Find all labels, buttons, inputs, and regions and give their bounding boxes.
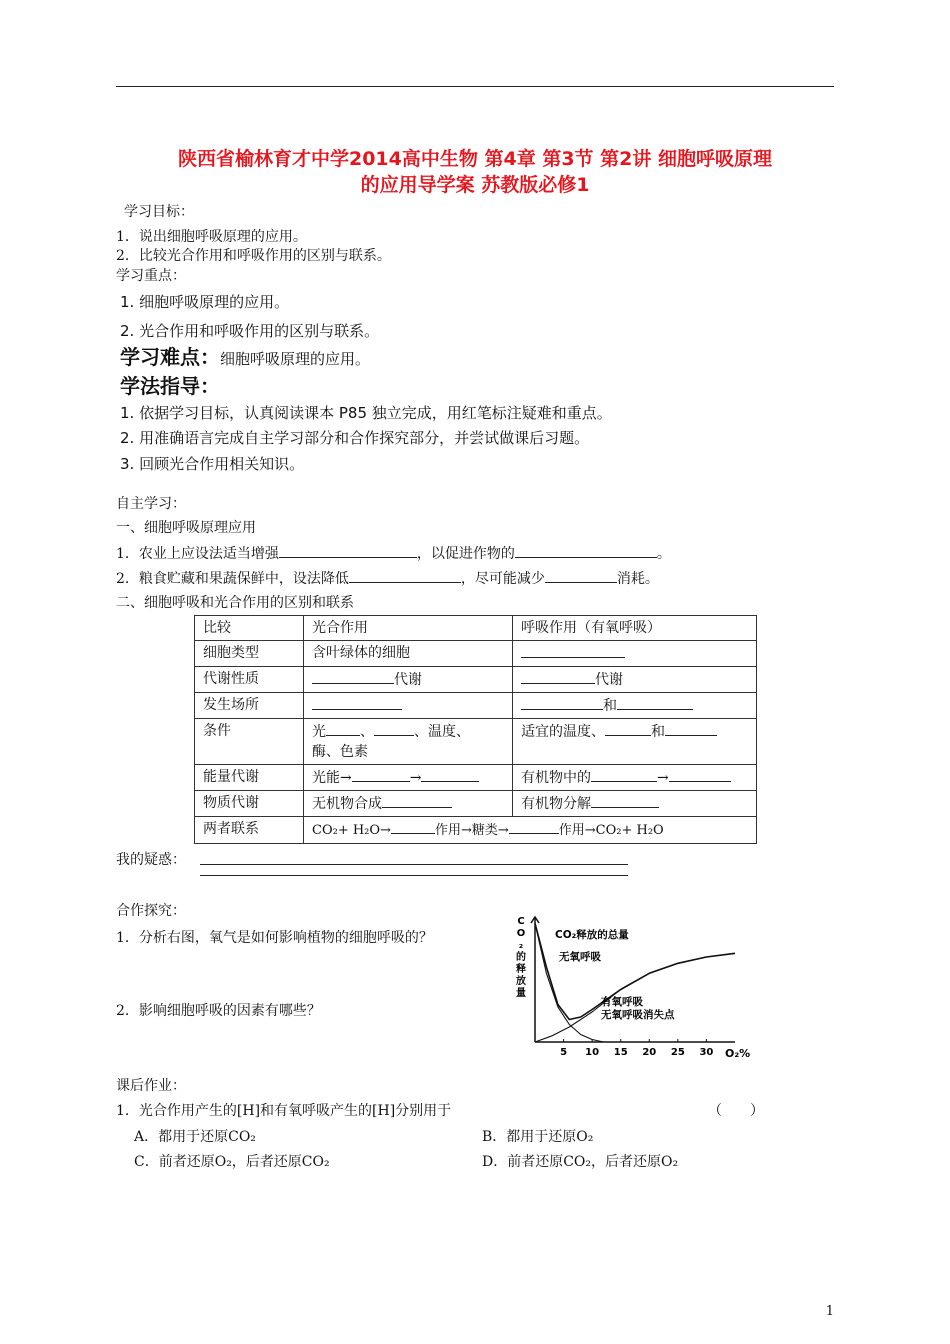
resp-matter: [513, 791, 757, 817]
doubts-label: 我的疑惑：: [116, 852, 186, 868]
row-label: 细胞类型: [195, 641, 304, 667]
relation-text-b: 作用→糖类→: [434, 823, 509, 838]
relation-text-a: CO₂+ H₂O→: [312, 823, 391, 838]
resp-site: [513, 693, 757, 719]
photo-cond-sep: 、: [360, 724, 374, 740]
doubts-line-1[interactable]: [200, 864, 628, 865]
annotation-label: 无氧呼吸: [559, 951, 601, 963]
row-label: 能量代谢: [195, 765, 304, 791]
table-header-row: [195, 616, 757, 641]
resp-conditions: [513, 719, 757, 765]
blank-photo-metabolism[interactable]: [312, 669, 394, 684]
resp-cell-type: [513, 641, 757, 667]
q2-text-a: 2．粮食贮藏和果蔬保鲜中，设法降低: [116, 571, 349, 587]
blank-resp-metabolism[interactable]: [521, 669, 595, 684]
chart-series: [535, 923, 735, 1042]
blank-photo-energy-1[interactable]: [352, 767, 410, 782]
photo-energy-arrow: →: [409, 770, 422, 786]
photo-energy: [304, 765, 513, 791]
answer-paren[interactable]: （ ）: [708, 1103, 764, 1119]
blank-relation-1[interactable]: [391, 819, 435, 834]
fill-question-2: [116, 568, 659, 589]
table-row-matter: [195, 791, 757, 817]
q1-text-b: ，以促进作物的: [416, 546, 515, 562]
option-d[interactable]: D．前者还原CO₂，后者还原O₂: [482, 1154, 679, 1170]
blank-photo-matter[interactable]: [382, 793, 452, 808]
section-2-heading: 二、细胞呼吸和光合作用的区别和联系: [116, 595, 354, 611]
photo-cell-type: 含叶绿体的细胞: [304, 641, 513, 667]
annotation-label: 有氧呼吸: [601, 996, 643, 1008]
key-points-heading: 学习重点：: [116, 268, 186, 284]
blank-relation-2[interactable]: [509, 819, 559, 834]
photo-site: [304, 693, 513, 719]
section-1-heading: 一、细胞呼吸原理应用: [116, 520, 256, 536]
chart-labels: [555, 928, 675, 1021]
blank-q1-2[interactable]: [515, 543, 657, 558]
method-item-1: 1. 依据学习目标，认真阅读课本 P85 独立完成，用红笔标注疑难和重点。: [120, 404, 612, 422]
page-number: 1: [825, 1304, 834, 1319]
table-row-relation: [195, 817, 757, 844]
resp-energy: [513, 765, 757, 791]
fill-question-1: [116, 543, 671, 564]
method-item-2: 2. 用准确语言完成自主学习部分和合作探究部分，并尝试做课后习题。: [120, 429, 590, 447]
doubts-line-2[interactable]: [200, 875, 628, 876]
resp-metabolism-suffix: 代谢: [595, 672, 623, 688]
row-label: 两者联系: [195, 817, 304, 844]
blank-resp-site-2[interactable]: [617, 695, 693, 710]
y-axis-label: C O ₂ 的释放量: [516, 916, 526, 999]
cooperative-question-1: 1．分析右图，氧气是如何影响植物的细胞呼吸的？: [116, 930, 433, 946]
photo-cond-enzyme: 酶、色素: [312, 744, 368, 760]
table-row-energy: [195, 765, 757, 791]
photo-metabolism: [304, 667, 513, 693]
header-rule: [116, 86, 834, 87]
comparison-table: [194, 615, 757, 844]
blank-resp-cond-2[interactable]: [665, 721, 717, 736]
blank-resp-cond-1[interactable]: [605, 721, 651, 736]
x-tick-label: 5: [560, 1047, 568, 1058]
blank-resp-site-1[interactable]: [521, 695, 603, 710]
series-line: [535, 923, 604, 1042]
document-title-line1: 陕西省榆林育才中学2014高中生物 第4章 第3节 第2讲 细胞呼吸原理: [177, 148, 772, 170]
document-title-line2: 的应用导学案 苏教版必修1: [360, 174, 590, 196]
method-label: 学法指导：: [120, 374, 220, 398]
key-point-item-1: 1. 细胞呼吸原理的应用。: [120, 293, 290, 311]
x-tick-label: 10: [585, 1047, 600, 1058]
photo-conditions: [304, 719, 513, 765]
blank-photo-energy-2[interactable]: [421, 767, 479, 782]
objective-item-2: 2．比较光合作用和呼吸作用的区别与联系。: [116, 248, 391, 264]
q2-text-b: ，尽可能减少: [460, 571, 545, 587]
x-tick-label: 20: [642, 1047, 657, 1058]
header-photosynthesis: 光合作用: [304, 616, 513, 641]
option-c[interactable]: C．前者还原O₂，后者还原CO₂: [134, 1154, 330, 1170]
blank-resp-matter[interactable]: [591, 793, 659, 808]
x-axis-label: O₂%: [725, 1047, 751, 1060]
blank-photo-cond-2[interactable]: [374, 721, 414, 736]
relation-cell: [304, 817, 757, 844]
annotation-label: CO₂释放的总量: [555, 929, 629, 941]
blank-q2-1[interactable]: [349, 568, 461, 583]
option-a[interactable]: A．都用于还原CO₂: [134, 1129, 256, 1145]
blank-photo-site[interactable]: [312, 695, 402, 710]
row-label: 物质代谢: [195, 791, 304, 817]
x-tick-label: 15: [613, 1047, 628, 1058]
photo-energy-text: 光能→: [312, 770, 352, 786]
resp-metabolism: [513, 667, 757, 693]
resp-cond-temp: 适宜的温度、: [521, 724, 605, 740]
cooperative-heading: 合作探究：: [116, 903, 186, 919]
homework-heading: 课后作业：: [116, 1078, 186, 1094]
header-respiration: 呼吸作用（有氧呼吸）: [513, 616, 757, 641]
homework-question-1: 1．光合作用产生的[H]和有氧呼吸产生的[H]分别用于: [116, 1103, 452, 1119]
resp-cond-and: 和: [651, 724, 665, 740]
x-tick-label: 30: [699, 1047, 714, 1058]
option-b[interactable]: B．都用于还原O₂: [482, 1129, 594, 1145]
blank-resp-cell-type[interactable]: [521, 643, 625, 658]
resp-energy-arrow: →: [657, 770, 669, 786]
blank-resp-energy-1[interactable]: [591, 767, 657, 782]
resp-energy-text: 有机物中的: [521, 770, 591, 786]
objective-item-1: 1．说出细胞呼吸原理的应用。: [116, 229, 307, 245]
difficulty-row: [120, 347, 370, 370]
row-label: 发生场所: [195, 693, 304, 719]
cooperative-question-2: 2．影响细胞呼吸的因素有哪些？: [116, 1003, 321, 1019]
method-item-3: 3. 回顾光合作用相关知识。: [120, 455, 305, 473]
q2-text-c: 消耗。: [616, 571, 659, 587]
photo-cond-light: 光: [312, 724, 326, 740]
table-row-cell-type: [195, 641, 757, 667]
difficulty-text: 细胞呼吸原理的应用。: [220, 350, 371, 368]
self-study-heading: 自主学习：: [116, 496, 186, 512]
blank-q2-2[interactable]: [545, 568, 617, 583]
header-compare: 比较: [195, 616, 304, 641]
photo-matter-text: 无机物合成: [312, 796, 382, 812]
table-row-site: [195, 693, 757, 719]
photo-matter: [304, 791, 513, 817]
objectives-heading: 学习目标：: [124, 204, 194, 220]
resp-site-and: 和: [603, 698, 617, 714]
difficulty-label: 学习难点：: [120, 345, 220, 369]
x-tick-label: 25: [670, 1047, 685, 1058]
photo-cond-temp: 、温度、: [414, 724, 470, 740]
relation-text-c: 作用→CO₂+ H₂O: [558, 823, 664, 838]
q1-text-a: 1．农业上应设法适当增强: [116, 546, 279, 562]
blank-photo-cond-1[interactable]: [326, 721, 360, 736]
blank-q1-1[interactable]: [279, 543, 417, 558]
key-point-item-2: 2. 光合作用和呼吸作用的区别与联系。: [120, 322, 380, 340]
photo-metabolism-suffix: 代谢: [394, 672, 422, 688]
table-row-conditions: [195, 719, 757, 765]
resp-matter-text: 有机物分解: [521, 796, 591, 812]
table-row-metabolism: [195, 667, 757, 693]
oxygen-respiration-chart: [505, 910, 751, 1060]
row-label: 条件: [195, 719, 304, 765]
q1-text-c: 。: [656, 546, 671, 562]
row-label: 代谢性质: [195, 667, 304, 693]
annotation-label: 无氧呼吸消失点: [601, 1009, 675, 1021]
blank-resp-energy-2[interactable]: [669, 767, 731, 782]
